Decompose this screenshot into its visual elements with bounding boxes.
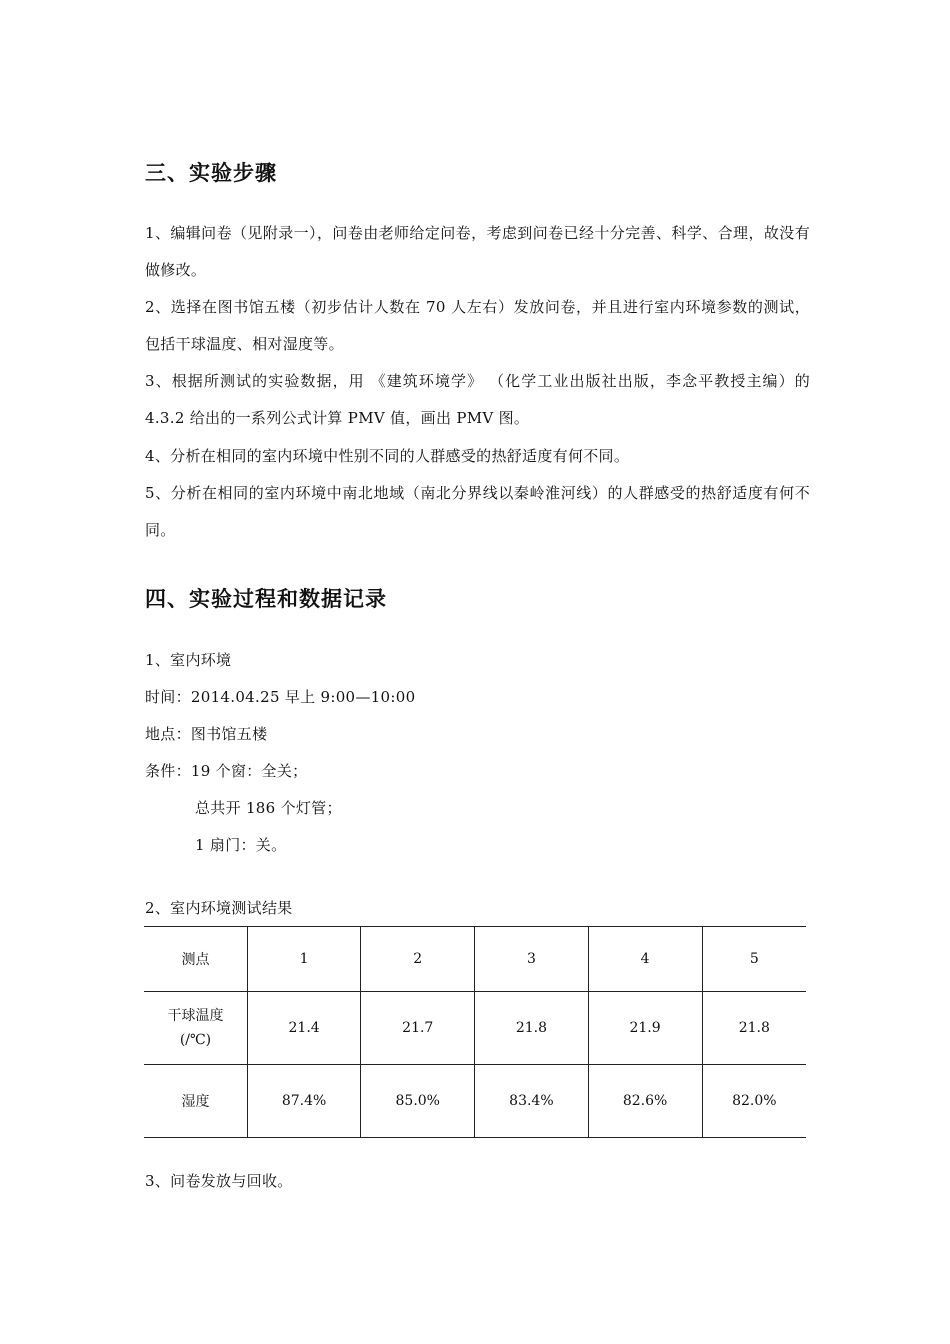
temp-label-cell bbox=[144, 992, 248, 1065]
time-line: 时间：2014.04.25 早上 9:00—10:00 bbox=[145, 688, 416, 706]
table-cell: 21.4 bbox=[248, 992, 361, 1065]
step-5: 5、分析在相同的室内环境中南北地域（南北分界线以秦岭淮河线）的人群感受的热舒适度有何不同。 bbox=[145, 484, 810, 539]
table-cell: 5 bbox=[702, 927, 806, 992]
table-cell: 测点 bbox=[144, 927, 248, 992]
survey-title: 3、问卷发放与回收。 bbox=[145, 1172, 293, 1190]
temp-unit: (/℃) bbox=[179, 1032, 212, 1048]
environment-results-table bbox=[144, 926, 806, 1138]
temp-label: 干球温度 bbox=[167, 1008, 224, 1024]
table-header-row bbox=[144, 927, 806, 992]
condition-door: 1 扇门：关。 bbox=[195, 836, 287, 854]
result-title: 2、室内环境测试结果 bbox=[145, 899, 293, 917]
step-1: 1、编辑问卷（见附录一），问卷由老师给定问卷，考虑到问卷已经十分完善、科学、合理，故没有做修改。 bbox=[145, 224, 810, 279]
condition-lights: 总共开 186 个灯管； bbox=[195, 799, 342, 817]
table-cell: 82.0% bbox=[702, 1065, 806, 1138]
table-cell: 21.8 bbox=[475, 992, 588, 1065]
env-title: 1、室内环境 bbox=[145, 651, 232, 669]
table-cell: 4 bbox=[588, 927, 702, 992]
step-3: 3、根据所测试的实验数据，用 《建筑环境学》 （化学工业出版社出版，李念平教授主编）的 4.3.2 给出的一系列公式计算 PMV 值，画出 PMV 图。 bbox=[145, 372, 810, 427]
table-cell: 湿度 bbox=[144, 1065, 248, 1138]
table-cell: 83.4% bbox=[475, 1065, 588, 1138]
table-cell: 2 bbox=[361, 927, 475, 992]
table-cell: 82.6% bbox=[588, 1065, 702, 1138]
table-cell: 85.0% bbox=[361, 1065, 475, 1138]
table-cell: 3 bbox=[475, 927, 588, 992]
table-row bbox=[144, 992, 806, 1065]
step-4: 4、分析在相同的室内环境中性别不同的人群感受的热舒适度有何不同。 bbox=[145, 447, 630, 465]
table-cell: 21.7 bbox=[361, 992, 475, 1065]
section3-heading: 三、实验步骤 bbox=[145, 161, 277, 185]
table-cell: 21.8 bbox=[702, 992, 806, 1065]
table-cell: 1 bbox=[248, 927, 361, 992]
condition-windows: 条件：19 个窗：全关； bbox=[145, 762, 308, 780]
table-row bbox=[144, 1065, 806, 1138]
section4-heading: 四、实验过程和数据记录 bbox=[145, 587, 387, 611]
table-cell: 21.9 bbox=[588, 992, 702, 1065]
step-2: 2、选择在图书馆五楼（初步估计人数在 70 人左右）发放问卷，并且进行室内环境参数的测试，包括干球温度、相对湿度等。 bbox=[145, 298, 810, 353]
table-cell: 87.4% bbox=[248, 1065, 361, 1138]
place-line: 地点：图书馆五楼 bbox=[145, 725, 268, 743]
